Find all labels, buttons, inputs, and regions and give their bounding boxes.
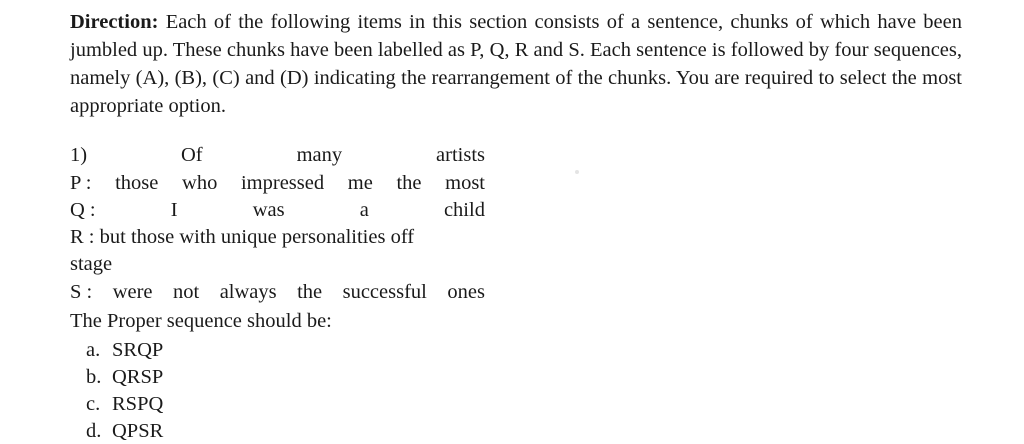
chunk-q-word-3: a [359,198,369,221]
option-a[interactable] [70,337,964,364]
chunk-label-s: S : [70,280,93,303]
option-a-letter: a. [86,339,101,362]
stem-word-2: many [296,144,343,167]
option-b[interactable] [70,364,964,391]
option-d-letter: d. [86,419,102,442]
chunk-label-q: Q : [70,198,96,221]
chunk-s-word-2: not [173,280,200,303]
chunk-label-r: R : [70,226,95,249]
chunk-p-word-5: the [396,171,422,194]
option-c[interactable] [70,391,964,418]
chunk-s-word-3: always [219,280,277,303]
direction-paragraph [70,8,964,120]
option-d[interactable] [70,418,964,444]
proper-sequence-prompt: The Proper sequence should be: [70,309,332,332]
option-c-letter: c. [86,392,101,415]
chunk-label-p: P : [70,171,92,194]
chunk-row [70,197,485,224]
options-list [70,337,964,444]
question-number: 1) [70,144,88,167]
direction-text: Each of the following items in this section consists of a sentence, chunks of which have been jumbled up. These chunks have been labelled as P, Q, R and S. Each sentence is followed by four sequences, namely (A), (B), (C) and (D) indicating the rearrangement of the chunks. You are required to select the most appropriate option. [70,11,962,118]
question-block [70,142,964,444]
option-d-text: QPSR [112,419,164,442]
chunk-q-word-2: was [252,198,285,221]
chunk-q-word-1: I [170,198,178,221]
chunk-s-word-4: the [297,280,323,303]
chunk-row [70,224,500,251]
chunk-p-word-6: most [445,171,485,194]
chunk-p-word-4: me [347,171,373,194]
chunk-row [70,170,485,197]
question-stem [70,142,485,169]
chunk-row [70,279,485,306]
chunk-s-word-5: successful [342,280,427,303]
option-b-text: QRSP [112,365,164,388]
page-speck [575,170,579,174]
chunk-r-text: but those with unique personalities off [99,226,415,249]
chunk-p-word-1: those [115,171,159,194]
chunk-row-continuation [70,251,500,278]
chunk-s-word-6: ones [447,280,485,303]
chunk-s-word-1: were [112,280,153,303]
direction-label: Direction: [70,11,159,33]
chunk-q-word-4: child [443,198,485,221]
chunk-p-word-3: impressed [240,171,325,194]
stem-word-3: artists [436,144,485,167]
chunk-r-continuation: stage [70,253,113,276]
stem-word-1: Of [181,144,203,167]
option-b-letter: b. [86,365,102,388]
chunk-p-word-2: who [182,171,218,194]
option-c-text: RSPQ [112,392,164,415]
option-a-text: SRQP [112,339,164,362]
